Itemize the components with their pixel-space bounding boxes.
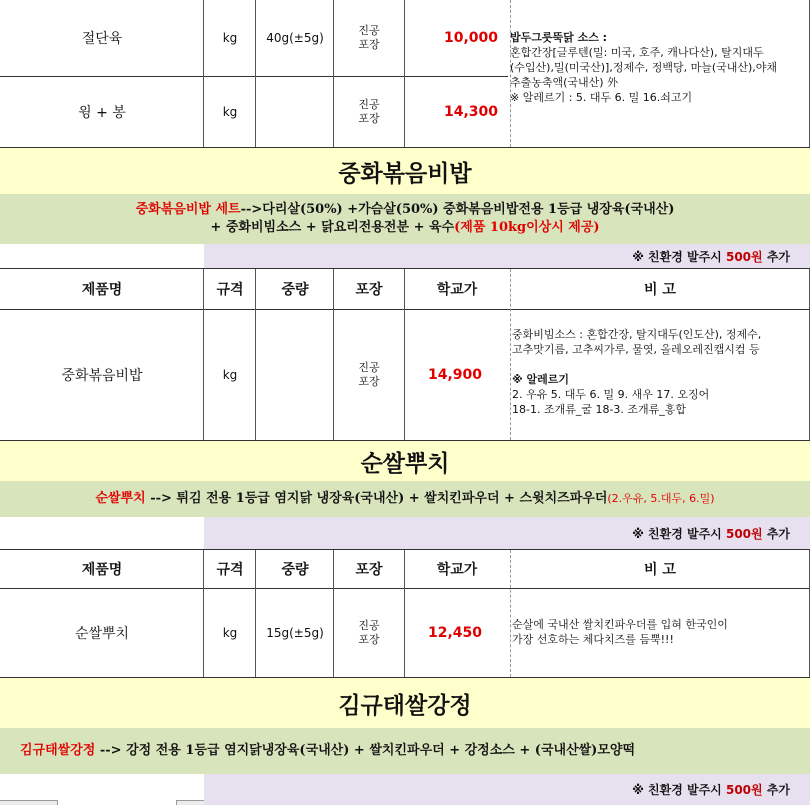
col-header-unit: 규격 bbox=[216, 562, 244, 578]
col-header-note: 비 고 bbox=[644, 562, 676, 578]
product-price: 10,000 bbox=[443, 30, 498, 46]
product-note: 밥두그릇뚝닭 소스 : 혼합간장[글루텐(밀: 미국, 호주, 캐나다산), 탈지대두 (수입산),밀(미국산)],정제수, 정백당, 마늘(국내산),야채 추출농축액(국내산) 外 ※ 알레르기 : 5. 대두 6. 밀 16.쇠고기 bbox=[510, 31, 778, 104]
col-header-price: 학교가 bbox=[436, 282, 478, 298]
col-header-price: 학교가 bbox=[436, 562, 478, 578]
section-title: 김규태쌀강정 bbox=[0, 678, 810, 728]
col-header-pack: 포장 bbox=[355, 282, 383, 298]
product-unit: kg bbox=[222, 31, 238, 45]
section-description: 순쌀뿌치 --> 튀김 전용 1등급 염지닭 냉장육(국내산) + 쌀치킨파우더 + 스윗치즈파우더(2.우유, 5.대두, 6.밀) bbox=[0, 481, 810, 517]
col-header-unit: 규격 bbox=[216, 282, 244, 298]
section-description: 중화볶음비밥 세트-->다리살(50%) +가슴살(50%) 중화볶음비밥전용 1등급 냉장육(국내산) + 중화비빔소스 + 닭요리전용전분 + 육수(제품 10kg이상시 제공) bbox=[0, 194, 810, 244]
product-note: 중화비빔소스 : 혼합간장, 탈지대두(인도산), 정제수, 고추맛기름, 고추씨가루, 물엿, 올레오레진캡시컴 등 ※ 알레르기 2. 우유 5. 대두 6. 밀 9. 새우 17. 오징어 18-1. 조개류_굴 18-3. 조개류_홍합 bbox=[512, 328, 762, 416]
col-header-pack: 포장 bbox=[355, 562, 383, 578]
product-unit: kg bbox=[222, 368, 238, 382]
product-pack: 진공 포장 bbox=[358, 24, 380, 51]
col-header-weight: 중량 bbox=[281, 282, 309, 298]
eco-order-note: ※ 친환경 발주시 500원 추가 bbox=[204, 774, 810, 805]
product-price: 14,900 bbox=[427, 367, 483, 383]
product-price: 12,450 bbox=[427, 625, 483, 641]
col-header-name: 제품명 bbox=[81, 282, 123, 298]
section-title: 중화볶음비밥 bbox=[0, 148, 810, 194]
product-note: 순살에 국내산 쌀치킨파우더를 입혀 한국인이 가장 선호하는 체다치즈를 듬뿍!!! bbox=[512, 618, 728, 646]
product-name: 순쌀뿌치 bbox=[74, 626, 130, 642]
col-header-weight: 중량 bbox=[281, 562, 309, 578]
product-name: 중화볶음비밥 bbox=[61, 368, 143, 384]
product-pack: 진공 포장 bbox=[358, 619, 380, 646]
eco-order-note: ※ 친환경 발주시 500원 추가 bbox=[204, 517, 810, 549]
product-pack: 진공 포장 bbox=[358, 361, 380, 388]
section-title: 순쌀뿌치 bbox=[0, 441, 810, 481]
product-weight: 15g(±5g) bbox=[266, 626, 324, 640]
col-header-name: 제품명 bbox=[81, 562, 123, 578]
product-unit: kg bbox=[222, 105, 238, 119]
section-description: 김규태쌀강정 --> 강정 전용 1등급 염지닭냉장육(국내산) + 쌀치킨파우더 + 강정소스 + (국내산쌀)모양떡 bbox=[0, 728, 810, 774]
product-price: 14,300 bbox=[443, 104, 498, 120]
product-name: 절단육 bbox=[81, 31, 123, 47]
col-header-note: 비 고 bbox=[644, 282, 676, 298]
product-pack: 진공 포장 bbox=[358, 98, 380, 125]
product-weight: 40g(±5g) bbox=[266, 31, 324, 45]
product-name: 윙 + 봉 bbox=[78, 105, 126, 121]
eco-order-note: ※ 친환경 발주시 500원 추가 bbox=[204, 244, 810, 268]
product-unit: kg bbox=[222, 626, 238, 640]
